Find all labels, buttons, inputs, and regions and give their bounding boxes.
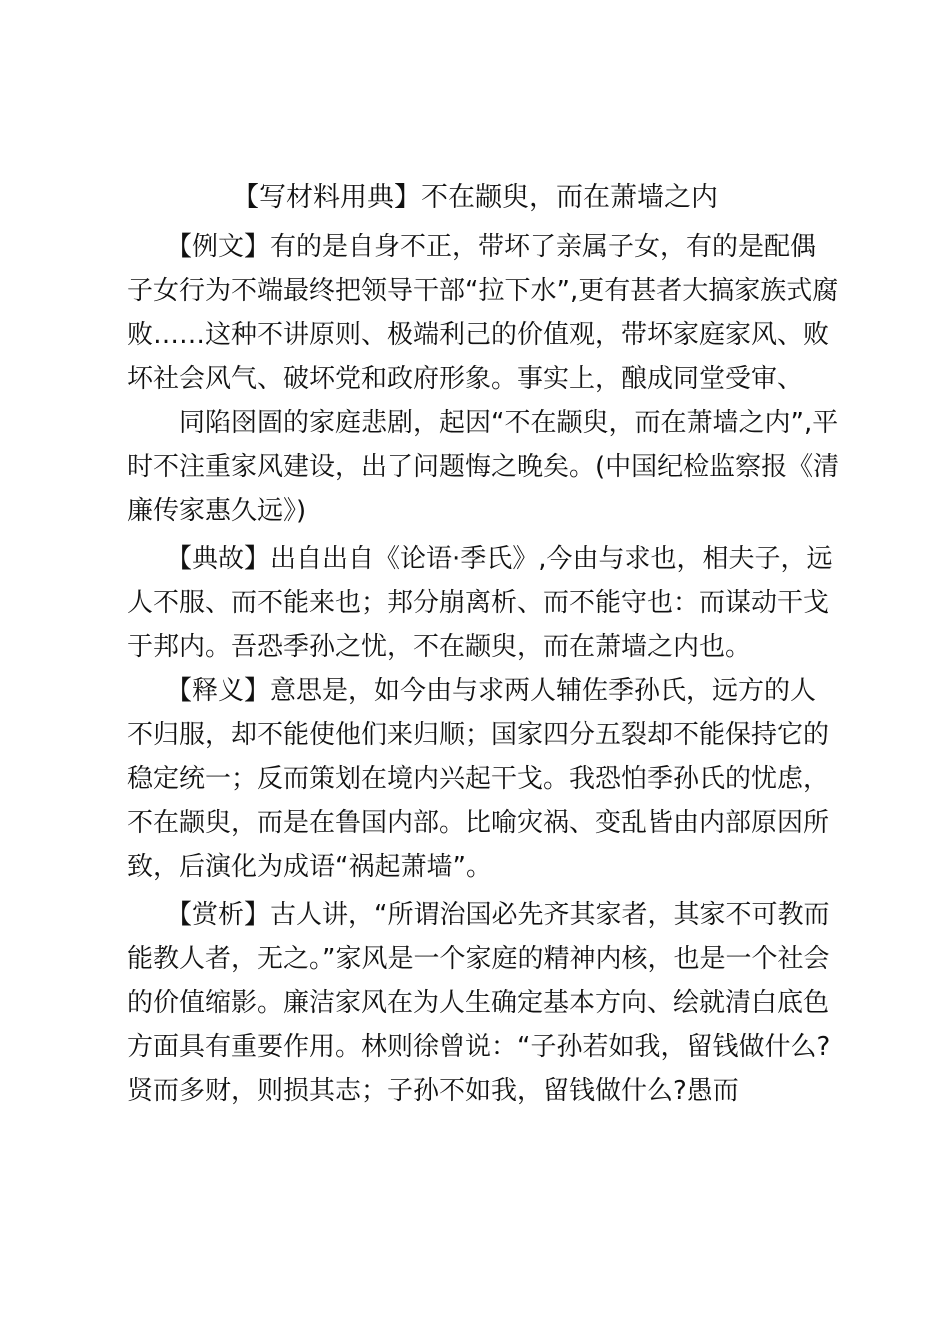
text-line: 稳定统一；反而策划在境内兴起干戈。我恐怕季孙氏的忧虑，	[127, 764, 830, 794]
text-line: 子女行为不端最终把领导干部“拉下水”,更有甚者大搞家族式腐	[127, 276, 839, 306]
text-line: 贤而多财，则损其志；子孙不如我，留钱做什么?愚而	[127, 1076, 739, 1106]
document-title: 【写材料用典】不在颛臾，而在萧墙之内	[232, 182, 718, 213]
text-line: 不在颛臾，而是在鲁国内部。比喻灾祸、变乱皆由内部原因所	[127, 808, 830, 838]
text-line: 不归服，却不能使他们来归顺；国家四分五裂却不能保持它的	[127, 720, 830, 750]
text-line: 时不注重家风建设，出了问题悔之晚矣。(中国纪检监察报《清	[127, 452, 840, 482]
text-line: 方面具有重要作用。林则徐曾说：“子孙若如我，留钱做什么?	[127, 1032, 831, 1062]
text-line: 于邦内。吾恐季孙之忧，不在颛臾，而在萧墙之内也。	[127, 632, 752, 662]
text-line: 【典故】出自出自《论语·季氏》,今由与求也，相夫子，远	[127, 544, 833, 574]
text-line: 【释义】意思是，如今由与求两人辅佐季孙氏，远方的人	[127, 676, 817, 706]
text-line: 致，后演化为成语“祸起萧墙”。	[127, 852, 492, 882]
text-line: 廉传家惠久远》)	[127, 496, 307, 526]
text-line: 败……这种不讲原则、极端利己的价值观，带坏家庭家风、败	[127, 320, 830, 350]
text-line: 的价值缩影。廉洁家风在为人生确定基本方向、绘就清白底色	[127, 988, 830, 1018]
text-line: 同陷囹圄的家庭悲剧，起因“不在颛臾，而在萧墙之内”,平	[127, 408, 839, 438]
text-line: 【赏析】古人讲，“所谓治国必先齐其家者，其家不可教而	[127, 900, 830, 930]
text-line: 【例文】有的是自身不正，带坏了亲属子女，有的是配偶	[127, 232, 817, 262]
text-line: 人不服、而不能来也；邦分崩离析、而不能守也：而谋动干戈	[127, 588, 830, 618]
text-line: 坏社会风气、破坏党和政府形象。事实上，酿成同堂受审、	[127, 364, 804, 394]
text-line: 能教人者，无之。”家风是一个家庭的精神内核，也是一个社会	[127, 944, 830, 974]
